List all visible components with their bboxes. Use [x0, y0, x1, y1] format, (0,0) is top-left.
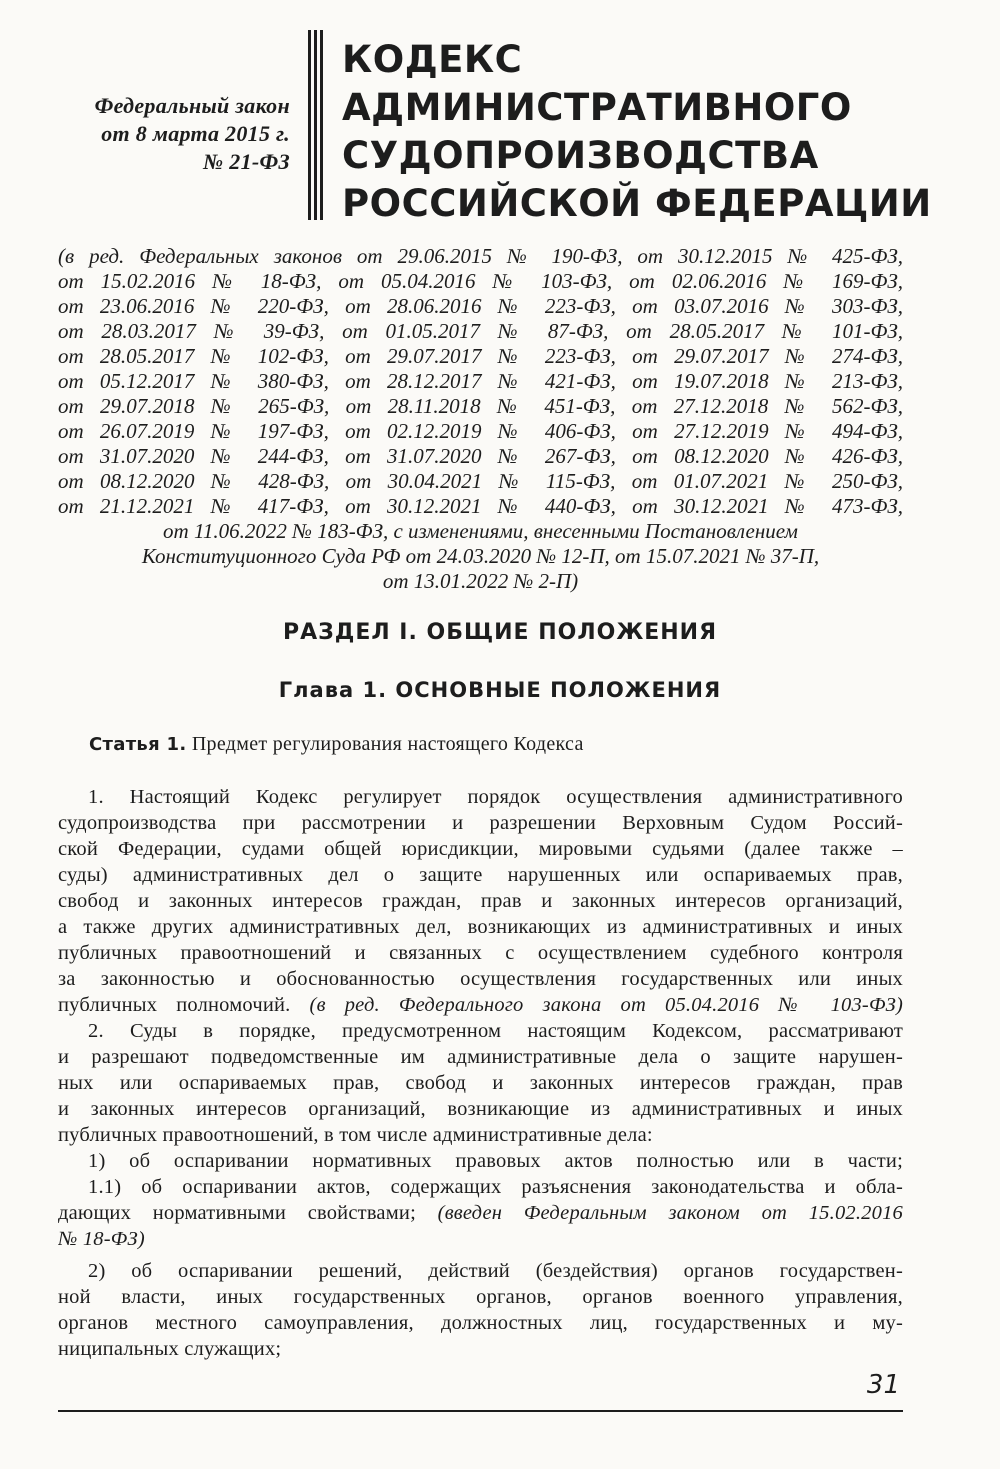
amendment-line: от 28.05.2017 № 102-ФЗ, от 29.07.2017 № 223-ФЗ, от 29.07.2017 № 274-ФЗ,	[58, 344, 903, 368]
code-title-line: РОССИЙСКОЙ ФЕДЕРАЦИИ	[342, 182, 932, 225]
amendment-line: от 28.03.2017 № 39-ФЗ, от 01.05.2017 № 87-ФЗ, от 28.05.2017 № 101-ФЗ,	[58, 319, 903, 343]
law-meta	[58, 92, 290, 176]
body-line: судопроизводства при рассмотрении и разрешении Верховным Судом Россий-	[58, 812, 903, 834]
body-line	[58, 1226, 903, 1252]
amendment-line: от 26.07.2019 № 197-ФЗ, от 02.12.2019 № 406-ФЗ, от 27.12.2019 № 494-ФЗ,	[58, 419, 903, 443]
body-line: органов местного самоуправления, должностных лиц, государственных и му-	[58, 1312, 903, 1334]
body-line: 2. Суды в порядке, предусмотренном настоящим Кодексом, рассматривают	[88, 1020, 903, 1042]
amendment-line: от 23.06.2016 № 220-ФЗ, от 28.06.2016 № 223-ФЗ, от 03.07.2016 № 303-ФЗ,	[58, 294, 903, 318]
amendment-note: (в ред. Федерального закона от 05.04.2016 № 103-ФЗ)	[309, 994, 903, 1016]
body-line: публичных правоотношений, в том числе административные дела:	[58, 1124, 653, 1146]
body-line: ных или оспариваемых прав, свобод и законных интересов граждан, прав	[58, 1072, 903, 1094]
body-line: 1.1) об оспаривании актов, содержащих разъяснения законодательства и обла-	[88, 1176, 903, 1198]
body-line: и разрешают подведомственные им административные дела о защите нарушен-	[58, 1046, 903, 1068]
body-line: ниципальных служащих;	[58, 1338, 282, 1360]
code-title-line: СУДОПРОИЗВОДСТВА	[342, 134, 819, 177]
section-heading: РАЗДЕЛ I. ОБЩИЕ ПОЛОЖЕНИЯ	[282, 620, 718, 645]
body-line: за законностью и обоснованностью осуществления государственных или иных	[58, 968, 903, 990]
amendment-line: от 21.12.2021 № 417-ФЗ, от 30.12.2021 № 440-ФЗ, от 30.12.2021 № 473-ФЗ,	[58, 494, 903, 518]
amendment-line: Конституционного Суда РФ от 24.03.2020 № 12-П, от 15.07.2021 № 37-П,	[141, 544, 820, 568]
body-line: 2) об оспаривании решений, действий (бездействия) органов государствен-	[88, 1260, 903, 1282]
body-line: 1) об оспаривании нормативных правовых актов полностью или в части;	[88, 1150, 903, 1172]
amendment-line: от 15.02.2016 № 18-ФЗ, от 05.04.2016 № 103-ФЗ, от 02.06.2016 № 169-ФЗ,	[58, 269, 903, 293]
amendment-note: № 18-ФЗ)	[58, 1228, 145, 1250]
body-line: 1. Настоящий Кодекс регулирует порядок осуществления административного	[88, 786, 903, 808]
footer-rule	[58, 1410, 903, 1412]
amendment-line: от 13.01.2022 № 2-П)	[382, 569, 579, 593]
title-divider-bar	[314, 30, 317, 220]
body-line: ской Федерации, судами общей юрисдикции, мировыми судьями (далее также –	[58, 838, 903, 860]
law-meta-line: № 21-ФЗ	[203, 149, 290, 174]
code-title	[342, 36, 982, 228]
law-meta-line: Федеральный закон	[94, 93, 290, 118]
law-meta-line: от 8 марта 2015 г.	[101, 121, 290, 146]
body-line: суды) административных дел о защите нарушенных или оспариваемых прав,	[58, 864, 903, 886]
amendment-line: от 11.06.2022 № 183-ФЗ, с изменениями, внесенными Постановлением	[163, 519, 798, 543]
amendments-list	[58, 244, 903, 594]
body-line: а также других административных дел, возникающих из административных и иных	[58, 916, 903, 938]
article-title: Предмет регулирования настоящего Кодекса	[191, 733, 584, 755]
article-number: Статья 1.	[89, 734, 187, 755]
amendment-line: от 31.07.2020 № 244-ФЗ, от 31.07.2020 № 267-ФЗ, от 08.12.2020 № 426-ФЗ,	[58, 444, 903, 468]
body-line: публичных правоотношений и связанных с осуществлением судебного контроля	[58, 942, 903, 964]
body-line: ной власти, иных государственных органов, органов военного управления,	[58, 1286, 903, 1308]
page-number: 31	[866, 1370, 900, 1400]
body-line: и законных интересов организаций, возникающие из административных и иных	[58, 1098, 903, 1120]
amendment-line: от 05.12.2017 № 380-ФЗ, от 28.12.2017 № 421-ФЗ, от 19.07.2018 № 213-ФЗ,	[58, 369, 903, 393]
body-text: публичных полномочий.	[58, 994, 291, 1016]
title-divider-bar	[320, 30, 323, 220]
article-body	[58, 784, 903, 1362]
body-line	[58, 992, 903, 1018]
amendment-line: от 29.07.2018 № 265-ФЗ, от 28.11.2018 № 451-ФЗ, от 27.12.2018 № 562-ФЗ,	[58, 394, 903, 418]
article-heading	[89, 733, 584, 756]
chapter-heading: Глава 1. ОСНОВНЫЕ ПОЛОЖЕНИЯ	[278, 678, 722, 702]
code-title-line: КОДЕКС	[342, 38, 523, 81]
body-line: свобод и законных интересов граждан, прав и законных интересов организаций,	[58, 890, 903, 912]
code-title-line: АДМИНИСТРАТИВНОГО	[342, 86, 852, 129]
amendment-line: от 08.12.2020 № 428-ФЗ, от 30.04.2021 № 115-ФЗ, от 01.07.2021 № 250-ФЗ,	[58, 469, 903, 493]
body-text: дающих нормативными свойствами;	[58, 1202, 416, 1224]
amendment-line: (в ред. Федеральных законов от 29.06.2015 № 190-ФЗ, от 30.12.2015 № 425-ФЗ,	[58, 244, 903, 268]
amendment-note: (введен Федеральным законом от 15.02.2016	[437, 1202, 903, 1224]
body-line	[58, 1200, 903, 1226]
title-divider-bar	[308, 30, 311, 220]
